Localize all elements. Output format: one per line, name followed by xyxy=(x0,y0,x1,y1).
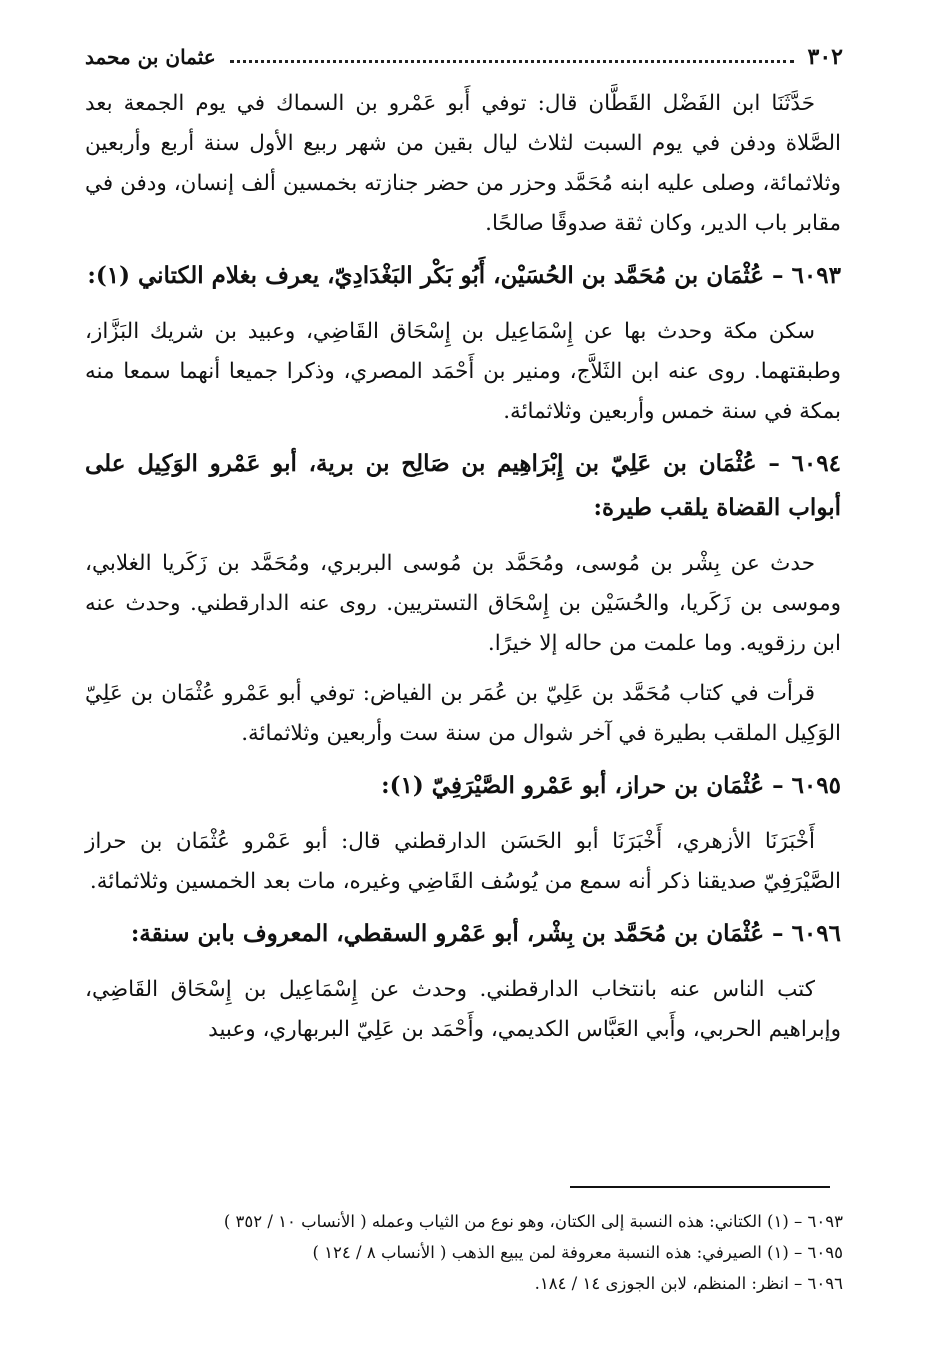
paragraph-6094-a: حدث عن بِشْر بن مُوسى، ومُحَمَّد بن مُوسى البربري، ومُحَمَّد بن زَكَريا الغلابي، وموسى بن زَكَريا، والحُسَيْن بن إِسْحَاق التستريين. روى عنه الدارقطني. وحدث عنه ابن رزقويه. وما علمت من حاله إلا خيرًا. xyxy=(85,551,841,656)
footnote-6095: ٦٠٩٥ – (١) الصيرفي: هذه النسبة معروفة لمن يبيع الذهب ( الأنساب ٨ / ١٢٤ ) xyxy=(312,1243,843,1262)
entry-heading-6093: ٦٠٩٣ – عُثْمَان بن مُحَمَّد بن الحُسَيْن، أَبُو بَكْر البَغْدَادِيّ، يعرف بغلام الكتاني (١): xyxy=(87,262,841,289)
paragraph-6095: أَخْبَرَنَا الأزهري، أَخْبَرَنَا أبو الحَسَن الدارقطني قال: أبو عَمْرو عُثْمَان بن حراز الصَّيْرَفِيّ صديقنا ذكر أنه سمع من يُوسُف القَاضِي وغيره، مات بعد الخمسين وثلاثمائة. xyxy=(85,829,841,894)
paragraph-6093: سكن مكة وحدث بها عن إِسْمَاعِيل بن إِسْحَاق القَاضِي، وعبيد بن شريك البَزَّاز، وطبقتهما. روى عنه ابن الثَلاَّج، ومنير بن أَحْمَد المصري، وذكرا جميعا أنهما سمعا منه بمكة في سنة خمس وأربعين وثلاثمائة. xyxy=(85,319,841,424)
main-text xyxy=(85,84,841,1054)
paragraph-6096: كتب الناس عنه بانتخاب الدارقطني. وحدث عن إِسْمَاعِيل بن إِسْحَاق القَاضِي، وإبراهيم الحربي، وأَبي العَبَّاس الكديمي، وأَحْمَد بن عَلِيّ البربهاري، وعبيد xyxy=(85,977,841,1042)
footnote-6096: ٦٠٩٦ – انظر: المنظم، لابن الجوزى ١٤ / ١٨٤. xyxy=(534,1274,843,1293)
page-header xyxy=(85,40,843,74)
footnotes xyxy=(110,1206,843,1299)
entry-heading-6096: ٦٠٩٦ – عُثْمَان بن مُحَمَّد بن بِشْر، أبو عَمْرو السقطي، المعروف بابن سنقة: xyxy=(130,920,841,947)
footnote-separator xyxy=(570,1186,830,1188)
page-number: ٣٠٢ xyxy=(807,44,843,70)
paragraph-6094-b: قرأت في كتاب مُحَمَّد بن عَلِيّ بن عُمَر بن الفياض: توفي أبو عَمْرو عُثْمَان بن عَلِيّ الوَكِيل الملقب بطيرة في آخر شوال من سنة ست وأربعين وثلاثمائة. xyxy=(85,681,841,746)
entry-heading-6095: ٦٠٩٥ – عُثْمَان بن حراز، أبو عَمْرو الصَّيْرَفِيّ (١): xyxy=(381,772,841,799)
entry-heading-6094: ٦٠٩٤ – عُثْمَان بن عَلِيّ بن إِبْرَاهِيم بن صَالِح بن برية، أبو عَمْرو الوَكِيل على أبواب القضاة يلقب طيرة: xyxy=(85,450,841,521)
footnote-6093: ٦٠٩٣ – (١) الكتاني: هذه النسبة إلى الكتان، وهو نوع من الثياب وعمله ( الأنساب ١٠ / ٣٥٢ ) xyxy=(223,1212,843,1231)
header-dotted-leader xyxy=(230,60,794,63)
running-title: عثمان بن محمد xyxy=(85,45,216,69)
paragraph-intro: حَدَّثَنَا ابن الفَضْل القَطَّان قال: توفي أَبو عَمْرو بن السماك في يوم الجمعة بعد الصَّلاة ودفن في يوم السبت لثلاث ليال بقين من شهر ربيع الأول سنة أربع وأربعين وثلاثمائة، وصلى عليه ابنه مُحَمَّد وحزر من حضر جنازته بخمسين ألف إنسان، ودفن في مقابر باب الدير، وكان ثقة صدوقًا صالحًا. xyxy=(85,91,841,236)
